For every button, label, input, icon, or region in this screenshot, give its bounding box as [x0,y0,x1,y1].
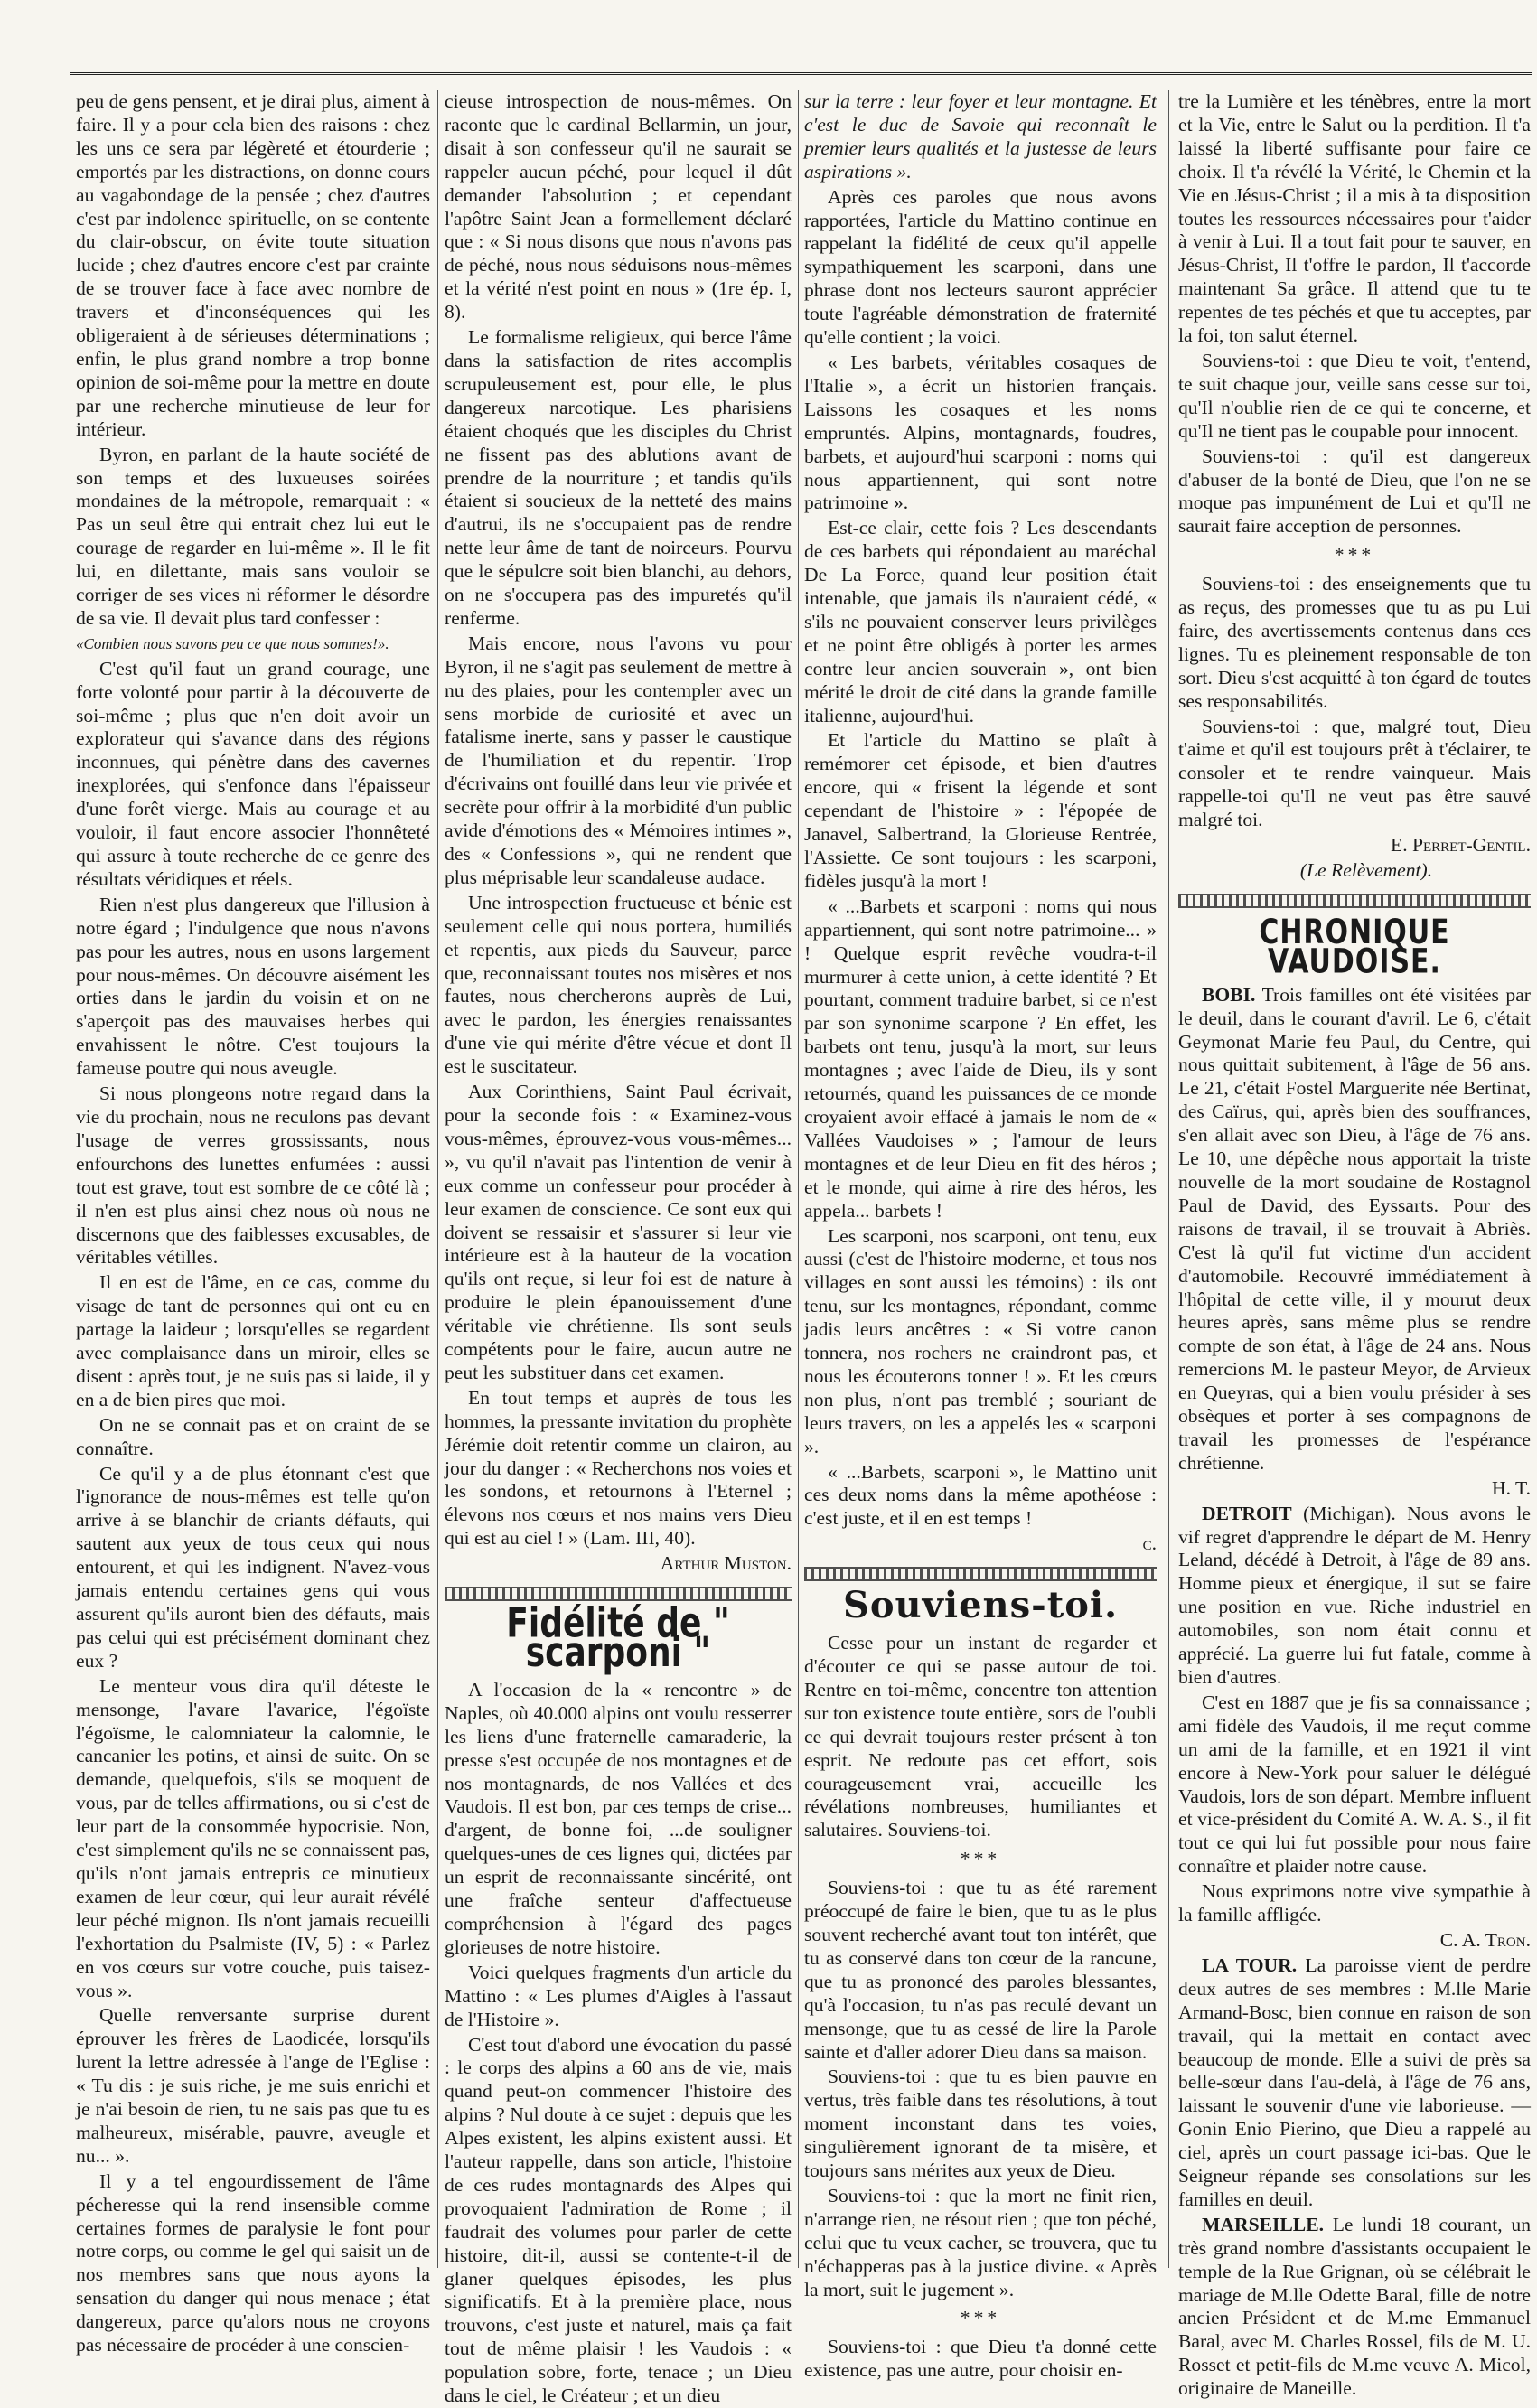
chronicle-entry [1178,2214,1531,2401]
chronicle-text: C'est en 1887 que je fis sa connaissance ; ami fidèle des Vaudois, il me reçut comme un ami de la famille, et en 1921 il vint encore à New-York pour saluer le délégué Vaudois, lors de son départ. Membre influent et vice-président du Comité A. W. A. S., il fit tout ce qui lui fut possible pour nous faire connaître et plaider notre cause. [1178,1691,1531,1877]
author-signature: C. A. Tron. [1178,1929,1531,1953]
paragraph: Le formalisme religieux, qui berce l'âme dans la satisfaction de rites accomplis scrupuleusement est, pour elle, le plus dangereux narcotique. Les pharisiens étaient choqués que les disciples du Christ ne fissent pas des ablutions avant de prendre de la nourriture ; et tandis qu'ils étaient si soucieux de la netteté des mains d'autrui, ils ne s'occupaient pas de rendre nette leur âme de tant de noirceurs. Pourvu que le sépulcre soit bien blanchi, au dehors, on ne s'occupera pas des impuretés qu'il renferme. [445,326,792,631]
chronicle-text: Nous exprimons notre vive sympathie à la famille affligée. [1178,1880,1531,1925]
chronicle-place: LA TOUR. [1202,1954,1297,1976]
paragraph: Aux Corinthiens, Saint Paul écrivait, pour la seconde fois : « Examinez-vous vous-mêmes, éprouvez-vous vous-mêmes... », vu qu'il n'avait pas l'intention de venir à eux comme un confesseur pour procéder à leur examen de conscience. Ce sont eux qui doivent se ressaisir et s'assurer si leur vie intérieure est à la hauteur de la vocation qu'ils ont reçue, si leur foi est de nature à produire le plein épanouissement d'une véritable vie chrétienne. Ils sont seuls compétents pour le faire, aucun autre ne peut les substituer dans cet examen. [445,1081,792,1385]
paragraph: Les scarponi, nos scarponi, ont tenu, eux aussi (c'est de l'histoire moderne, et tous nos villages en sont aussi les témoins) : ils ont tenu, sur les montagnes, répondant, comme jadis leurs ancêtres : « Si votre canon tonnera, nos rochers ne craindront pas, et nous les écouterons tonner ! ». Et les cœurs non plus, n'ont pas tremblé ; souriant de leurs travers, on les a appelés les « scarponi ». [804,1225,1157,1459]
paragraph: Une introspection fructueuse et bénie est seulement celle qui nous portera, humiliés et repentis, aux pieds du Sauveur, parce que, reconnaissant toutes nos misères et nos fautes, nous chercherons auprès de Lui, avec le pardon, les énergies renaissantes d'une vie qui mérite d'être vécue et dont Il est le suscitateur. [445,892,792,1079]
section-separator: *** [804,2307,1157,2330]
paragraph: C'est tout d'abord une évocation du passé : le corps des alpins a 60 ans de vie, mais quand peut-on commencer l'histoire des alpins ? Nul doute à ce sujet : depuis que les Alpes existent, les alpins existent aussi. Et l'auteur rappelle, dans son article, l'histoire de ces rudes montagnards des Alpes qui provoquaient l'admiration de Rome ; il faudrait des volumes pour parler de cette histoire, dit-il, aussi se contente-t-il de glaner quelques épisodes, les plus significatifs. Et à la première place, nous trouvons, c'est juste et naturel, mais ça fait tout de même plaisir ! les Vaudois : « population sobre, forte, tenace ; un Dieu dans le ciel, le Créateur ; et un dieu [445,2034,792,2408]
paragraph: Est-ce clair, cette fois ? Les descendants de ces barbets qui répondaient au maréchal De La Force, quand leur position était intenable, que jamais ils n'auraient cédé, « s'ils ne pouvaient conserver leurs privilèges et ne point être obligés à porter les armes contre leur ancien souverain », ont bien mérité le droit de cité dans la grande famille italienne, aujourd'hui. [804,517,1157,727]
paragraph: Cesse pour un instant de regarder et d'écouter ce qui se passe autour de toi. Rentre en toi-même, concentre ton attention sur ton existence toute entière, sors de l'oubli ce qui devrait toujours rester présent à ton esprit. Ne redoute pas cet effort, sois courageusement vrai, accueille les révélations nombreuses, humiliantes et salutaires. Souviens-toi. [804,1632,1157,1842]
paragraph: Souviens-toi : que Dieu t'a donné cette existence, pas une autre, pour choisir en- [804,2336,1157,2383]
paragraph: Souviens-toi : que la mort ne finit rien, n'arrange rien, ne résout rien ; que ton péché, celui que tu veux cacher, se trouvera, que tu n'échapperas pas à la justice divine. « Après la mort, suit le jugement ». [804,2185,1157,2302]
author-signature: H. T. [1178,1477,1531,1501]
paragraph: Il y a tel engourdissement de l'âme pécheresse qui la rend insensible comme certaines formes de paralysie le font pour notre corps, ou comme le gel qui saisit un de nos membres sans que nous ayons la sensation du danger qui nous menace ; état dangereux, parce qu'alors nous ne croyons pas nécessaire de procéder à une conscien- [76,2170,430,2357]
paragraph: On ne se connait pas et on craint de se connaître. [76,1414,430,1461]
column-rule [1168,90,1169,2268]
chronicle-entry [1178,1691,1531,1879]
paragraph: Ce qu'il y a de plus étonnant c'est que l'ignorance de nous-mêmes est telle qu'on arrive à se blanchir de criants défauts, qui sautent aux yeux de tous ceux qui nous entourent, et qui les indignent. N'avez-vous jamais entendu certaines gens qui vous assurent qu'ils auront bien des défauts, mais pas celui qui est précisément dominant chez eux ? [76,1463,430,1673]
chronicle-place: DETROIT [1202,1503,1292,1524]
paragraph: Après ces paroles que nous avons rapportées, l'article du Mattino continue en rappelant la fidélité de ceux qu'il appelle sympathiquement les scarponi, dans une phrase dont nos lecteurs sauront apprécier toute l'agréable démonstration de fraternité qu'elle contient ; la voici. [804,186,1157,350]
source-credit: (Le Relèvement). [1178,859,1531,883]
paragraph: Il en est de l'âme, en ce cas, comme du visage de tant de personnes qui ont eu en partage la laideur ; lorsqu'elles se regardent avec complaisance dans un miroir, elles se disent : après tout, je ne suis pas si laide, il y en a de bien pires que moi. [76,1271,430,1411]
paragraph: C'est qu'il faut un grand courage, une forte volonté pour partir à la découverte de soi-même ; plus que n'en doit avoir un explorateur qui s'avance dans des régions inconnues, qui pénètre dans des cavernes inexplorées, qui s'enfonce dans l'épaisseur d'une forêt vierge. Mais au courage et au vouloir, il faut encore associer l'honnêteté qui assure à toute recherche de ce genre des résultats véridiques et réels. [76,658,430,892]
ornamental-divider [1178,894,1531,908]
column-1 [76,90,430,2263]
paragraph: Voici quelques fragments d'un article du Mattino : « Les plumes d'Aigles à l'assaut de l'Histoire ». [445,1962,792,2032]
chronicle-entry [1178,1880,1531,1927]
chronicle-text: Trois familles ont été visitées par le deuil, dans le courant d'avril. Le 6, c'était Geymonat Marie feu Paul, du Centre, qui nous quittait subitement, à l'âge de 56 ans. Le 21, c'était Fostel Marguerite née Bertinat, des Caïrus, qui, après bien des souffrances, s'en allait avec son Dieu, à l'âge de 76 ans. Le 10, une dépêche nous apportait la triste nouvelle de la mort soudaine de Rostagnol Paul de David, des Eyssarts. Pour des raisons de travail, il se trouvait à Abriès. C'est là qu'il fut victime d'un accident d'automobile. Recouvré immédiatement à l'hôpital de cette ville, il y mourut deux heures après, sans même plus se rendre compte de son état, à l'âge de 24 ans. Nous remercions M. le pasteur Meyor, de Arvieux en Queyras, qui a bien voulu présider à ses obsèques et porter à ses compagnons de travail les promesses de l'espérance chrétienne. [1178,984,1531,1474]
article-title: Souviens-toi. [804,1594,1157,1617]
paragraph: A l'occasion de la « rencontre » de Naples, où 40.000 alpins ont voulu resserrer les liens d'une fraternelle camaraderie, la presse s'est occupée de nos montagnes et de nos montagnards, de nos Vallées et des Vaudois. Il est bon, par ces temps de crise... d'argent, de bonne foi, ...de souligner quelques-unes de ces lignes qui, dictées par un esprit de reconnaissante sincérité, ont une fraîche senteur d'affectueuse compréhension à l'égard des pages glorieuses de notre histoire. [445,1679,792,1960]
paragraph: Si nous plongeons notre regard dans la vie du prochain, nous ne reculons pas devant l'usage de verres grossissants, nous enfourchons des lunettes enfumées : aussi tout est grave, tout est sombre de ce côté là ; il n'en est plus ainsi chez nous où nous ne discernons que des faiblesses excusables, de véritables vétilles. [76,1082,430,1270]
chronicle-text: (Michigan). Nous avons le vif regret d'apprendre le départ de M. Henry Leland, décédé à Detroit, à l'âge de 89 ans. Homme pieux et énergique, il sut se faire une position en vue. Riche industriel en automobiles, son nom était connu et apprécié. La guerre lui fut fatale, comme à bien d'autres. [1178,1503,1531,1688]
paragraph: Rien n'est plus dangereux que l'illusion à notre égard ; l'indulgence que nous n'avons pas pour les autres, nous en usons largement pour nous-mêmes. On découvre aisément les orties dans le jardin du voisin et on ne s'aperçoit pas des mauvaises herbes qui envahissent le nôtre. C'est toujours la fameuse poutre qui nous aveugle. [76,894,430,1081]
paragraph: Souviens-toi : qu'il est dangereux d'abuser de la bonté de Dieu, que l'on ne se moque pas impunément de Lui et qu'Il ne saurait faire acception de personnes. [1178,445,1531,539]
paragraph: « ...Barbets, scarponi », le Mattino unit ces deux noms dans la même apothéose : c'est juste, et il en est temps ! [804,1461,1157,1532]
chronicle-entry [1178,1503,1531,1690]
author-signature: c. [804,1532,1157,1556]
paragraph: Souviens-toi : que tu as été rarement préoccupé de faire le bien, que tu as le plus souvent recherché avant tout ton intérêt, que tu as conservé dans ton cœur de la rancune, que tu as prononcé des paroles blessantes, qu'à l'occasion, tu n'as pas reculé devant un mensonge, que tu as cessé de lire la Parole sainte et d'aller adorer Dieu dans sa maison. [804,1877,1157,2064]
paragraph: Souviens-toi : des enseignements que tu as reçus, des promesses que tu as pu Lui faire, des avertissements contenus dans ces lignes. Tu es pleinement responsable de ton sort. Dieu s'est acquitté à ton égard de toutes ses responsabilités. [1178,573,1531,713]
column-rule [437,90,438,2268]
column-rule [798,90,799,2268]
paragraph: En tout temps et auprès de tous les hommes, la pressante invitation du prophète Jérémie doit retentir comme un clairon, au jour du danger : « Recherchons nos voies et les sondons, et retournons à l'Eternel ; élevons nos cœurs et nos mains vers Dieu qui est au ciel ! » (Lam. III, 40). [445,1387,792,1551]
chronicle-text: La paroisse vient de perdre deux autres de ses membres : M.lle Marie Armand-Bosc, bien connue en raison de son travail, qui la mettait en contact avec beaucoup de monde. Elle a suivi de près sa belle-sœur dans l'au-delà, à l'âge de 76 ans, laissant le souvenir d'une vie laborieuse. — Gonin Enio Pierino, que Dieu a rappelé au ciel, après un court passage ici-bas. Que le Seigneur répande ses consolations sur les familles en deuil. [1178,1954,1531,2210]
section-title: CHRONIQUE VAUDOISE. [1178,918,1531,977]
chronicle-place: MARSEILLE. [1202,2214,1324,2235]
paragraph: peu de gens pensent, et je dirai plus, aiment à faire. Il y a pour cela bien des raisons : chez les uns ce sera par légèreté et étourderie ; emportés par les distractions, on donne cours au vagabondage de la pensée ; chez d'autres c'est par indolence spirituelle, on se contente du clair-obscur, on évite toute situation lucide ; chez d'autres encore c'est par crainte de se trouver face à face avec nombre de travers et d'inconséquences qui les obligeraient à de sérieuses déterminations ; enfin, le plus grand nombre a trop bonne opinion de soi-même pour la mettre en doute par une recherche minutieuse de leur for intérieur. [76,90,430,442]
chronicle-place: BOBI. [1202,984,1255,1006]
paragraph: sur la terre : leur foyer et leur montagne. Et c'est le duc de Savoie qui reconnaît le premier leurs qualités et la justesse de leurs aspirations ». [804,90,1157,184]
section-separator: *** [1178,544,1531,567]
page-top-rule [70,72,1532,80]
paragraph: Souviens-toi : que Dieu te voit, t'entend, te suit chaque jour, veille sans cesse sur toi, qu'Il n'oublie rien de ce qui te concerne, et qu'Il ne tient pas le coupable pour innocent. [1178,350,1531,444]
paragraph: Souviens-toi : que, malgré tout, Dieu t'aime et qu'il est toujours prêt à t'éclairer, te consoler et te rendre vainqueur. Mais rappelle-toi qu'Il ne veut pas être sauvé malgré toi. [1178,716,1531,833]
column-4 [1178,90,1531,2263]
section-separator: *** [804,1848,1157,1871]
chronicle-list [1178,984,1531,2401]
ornamental-divider [804,1567,1157,1581]
quote: «Combien nous savons peu ce que nous sommes!». [76,632,430,656]
paragraph: cieuse introspection de nous-mêmes. On raconte que le cardinal Bellarmin, un jour, disait à son confesseur qu'il ne saurait se rappeler aucun péché, pour lequel il dût demander l'absolution ; et cependant l'apôtre Saint Jean a formellement déclaré que : « Si nous disons que nous n'avons pas de péché, nous nous séduisons nous-mêmes et la vérité n'est point en nous » (1re ép. I, 8). [445,90,792,324]
author-signature: E. Perret-Gentil. [1178,834,1531,857]
chronicle-entry [1178,1954,1531,2212]
paragraph: Souviens-toi : que tu es bien pauvre en vertus, très faible dans tes résolutions, à tout moment inconstant dans tes voies, singulièrement ignorant de ta misère, et toujours sans mérites aux yeux de Dieu. [804,2066,1157,2183]
paragraph: tre la Lumière et les ténèbres, entre la mort et la Vie, entre le Salut ou la perdition. Il t'a laissé la liberté suffisante pour faire ce choix. Il t'a révélé la Vérité, le Chemin et la Vie en Jésus-Christ ; il a mis à ta disposition toutes les ressources nécessaires pour t'aider à venir à Lui. Il a tout fait pour te sauver, en Jésus-Christ, Il t'offre le pardon, Il t'accorde maintenant Sa grâce. Il attend que tu te repentes de tes péchés et que tu acceptes, par la foi, ton salut éternel. [1178,90,1531,348]
chronicle-entry [1178,984,1531,1476]
paragraph: Quelle renversante surprise durent éprouver les frères de Laodicée, lorsqu'ils lurent la lettre adressée à l'ange de l'Eglise : « Tu dis : je suis riche, je me suis enrichi et je n'ai besoin de rien, tu ne sais pas que tu es malheureux, misérable, pauvre, aveugle et nu... ». [76,2004,430,2168]
author-signature: Arthur Muston. [445,1552,792,1576]
column-2 [445,90,792,2263]
article-title: Fidélité de " scarponi " [445,1610,792,1669]
chronicle-text: Le lundi 18 courant, un très grand nombre d'assistants occupaient le temple de la Rue Grignan, où se célébrait le mariage de M.lle Odette Baral, fille de notre ancien Président et de M.me Emmanuel Baral, avec M. Charles Rossel, fils de M. U. Rosset et petit-fils de M.me veuve A. Micol, originaire de Maneille. [1178,2214,1531,2399]
paragraph: « ...Barbets et scarponi : noms qui nous appartiennent, qui sont notre patrimoine... » ! Quelque esprit revêche voudra-t-il murmurer à cette union, à cette identité ? Et pourtant, comment traduire barbet, si ce n'est par son synonime scarpone ? En effet, les barbets ont tenu, jusqu'à la mort, sur leurs montagnes ; avec l'aide de Dieu, ils y sont retournés, quand les puissances de ce monde croyaient avoir effacé à jamais le nom de « Vallées Vaudoises » ; l'amour de leurs montagnes et de leur Dieu en fit des héros ; et le monde, qui aime à rire des héros, les appela... barbets ! [804,895,1157,1223]
paragraph: Et l'article du Mattino se plaît à remémorer cet épisode, et bien d'autres encore, qui « frisent la légende et sont cependant de l'histoire » : l'épopée de Janavel, Salbertrand, la Glorieuse Rentrée, l'Assiette. Ce sont toujours : les scarponi, fidèles jusqu'à la mort ! [804,729,1157,893]
paragraph: Mais encore, nous l'avons vu pour Byron, il ne s'agit pas seulement de mettre à nu des plaies, pour les contempler avec un sens morbide de curiosité et avec un fatalisme inerte, sans y passer le caustique de l'humiliation et du repentir. Trop d'écrivains ont fouillé dans leur vie privée et secrète pour offrir à la morbidité d'un public avide d'émotions des « Mémoires intimes », des « Confessions », qui ne rendent que plus méprisable leur scandaleuse audace. [445,632,792,890]
ornamental-divider [445,1587,792,1601]
paragraph: Le menteur vous dira qu'il déteste le mensonge, l'avare l'avarice, l'égoïste l'égoïsme, le calomniateur la calomnie, le cancanier les potins, et ainsi de suite. On se demande, quelquefois, s'ils se moquent de vous, par de telles affirmations, ou si c'est de leur part de la consommée hypocrisie. Non, c'est simplement qu'ils ne se connaissent pas, qu'ils n'ont jamais entrepris ce minutieux examen de leur cœur, qui leur aurait révélé leur péché mignon. Ils n'ont jamais recueilli l'exhortation du Psalmiste (IV, 5) : « Parlez en vos cœurs sur votre couche, puis taisez-vous ». [76,1675,430,2003]
column-3 [804,90,1157,2263]
paragraph: « Les barbets, véritables cosaques de l'Italie », a écrit un historien français. Laissons les cosaques et les noms empruntés. Alpins, montagnards, foudres, barbets, et aujourd'hui scarponi : noms qui nous appartiennent, qui sont notre patrimoine ». [804,351,1157,515]
paragraph: Byron, en parlant de la haute société de son temps et des luxueuses soirées mondaines de la métropole, remarquait : « Pas un seul être qui entrait chez lui eut le courage de regarder en lui-même ». Il le fit lui, en dilettante, mais sans vouloir se corriger de ses vices ni réformer le désordre de sa vie. Il devait plus tard confesser : [76,444,430,631]
